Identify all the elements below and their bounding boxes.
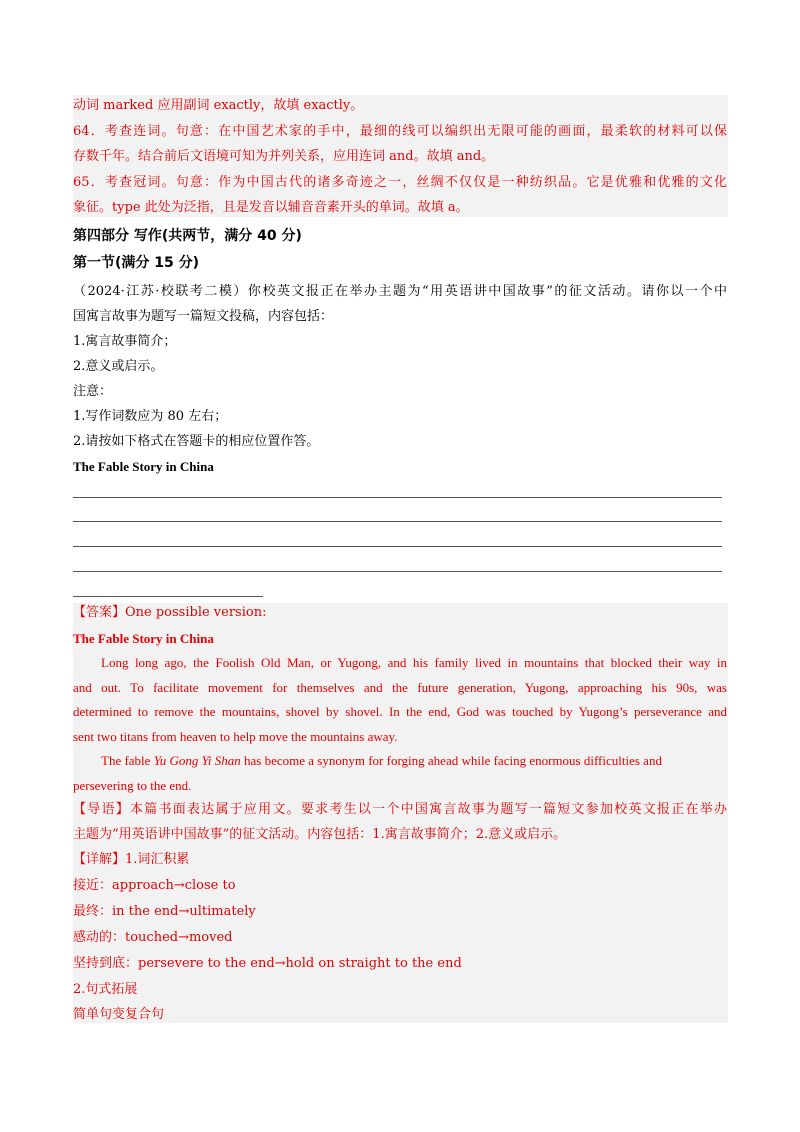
vocab-item-3: 感动的：touched→moved bbox=[73, 930, 233, 945]
answer-64-line-2: 存数千年。结合前后文语境可知为并列关系，应用连词 and。故填 and。 bbox=[73, 149, 495, 164]
answer-label: 【答案】One possible version: bbox=[73, 605, 267, 620]
essay-para1-line4: sent two titans from heaven to help move the mountains away. bbox=[73, 729, 398, 744]
writing-line bbox=[73, 521, 722, 522]
essay-para2-line1: The fable Yu Gong Yi Shan has become a synonym for forging ahead while facing enormous difficulties and bbox=[101, 753, 662, 768]
part4-heading: 第四部分 写作(共两节，满分 40 分) bbox=[73, 228, 302, 244]
vocab-item-2: 最终：in the end→ultimately bbox=[73, 904, 256, 919]
vocab-item-4: 坚持到底：persevere to the end→hold on straight to the end bbox=[73, 956, 462, 971]
note-item-2: 2.请按如下格式在答题卡的相应位置作答。 bbox=[73, 434, 320, 449]
answer-line-exactly: 动词 marked 应用副词 exactly，故填 exactly。 bbox=[73, 98, 364, 113]
essay-para1-line2: and out. To facilitate movement for themselves and the future generation, Yugong, approaching his 90s, was bbox=[73, 680, 727, 695]
prompt-item-1: 1.寓言故事简介； bbox=[73, 334, 177, 349]
note-label: 注意： bbox=[73, 384, 113, 399]
answer-65-line-1: 65．考查冠词。句意：作为中国古代的诸多奇迹之一，丝绸不仅仅是一种纺织品。它是优雅和优雅的文化 bbox=[73, 175, 727, 190]
essay-para2-line2: persevering to the end. bbox=[73, 778, 192, 793]
note-item-1: 1.写作词数应为 80 左右； bbox=[73, 409, 228, 424]
fable-name: Yu Gong Yi Shan bbox=[153, 753, 241, 768]
answer-65-line-2: 象征。type 此处为泛指，且是发音以辅音音素开头的单词。故填 a。 bbox=[73, 200, 469, 215]
writing-line bbox=[73, 497, 722, 498]
writing-line-short bbox=[73, 596, 263, 597]
vocab-item-1: 接近：approach→close to bbox=[73, 878, 236, 893]
essay-title: The Fable Story in China bbox=[73, 459, 214, 474]
prompt-line-2: 国寓言故事为题写一篇短文投稿，内容包括： bbox=[73, 309, 334, 324]
prompt-line-1: （2024·江苏·校联考二模）你校英文报正在举办主题为“用英语讲中国故事”的征文活动。请你以一个中 bbox=[73, 284, 727, 299]
answer-64-line-1: 64．考查连词。句意：在中国艺术家的手中，最细的线可以编织出无限可能的画面，最柔软的材料可以保 bbox=[73, 124, 727, 139]
writing-line bbox=[73, 546, 722, 547]
guide-line-1: 【导语】本篇书面表达属于应用文。要求考生以一个中国寓言故事为题写一篇短文参加校英文报正在举办 bbox=[73, 802, 727, 817]
sentence-expansion-heading: 2.句式拓展 bbox=[73, 982, 138, 997]
essay-para1-line3: determined to remove the mountains, shovel by shovel. In the end, God was touched by Yugong’s perseverance and bbox=[73, 704, 727, 719]
essay-para1-line1: Long long ago, the Foolish Old Man, or Yugong, and his family lived in mountains that blocked their way in bbox=[101, 655, 727, 670]
detail-label: 【详解】1.词汇积累 bbox=[73, 852, 190, 867]
writing-line bbox=[73, 571, 722, 572]
sentence-expansion-sub: 简单句变复合句 bbox=[73, 1007, 165, 1022]
guide-line-2: 主题为“用英语讲中国故事”的征文活动。内容包括：1.寓言故事简介；2.意义或启示。 bbox=[73, 827, 567, 842]
prompt-item-2: 2.意义或启示。 bbox=[73, 359, 164, 374]
section1-heading: 第一节(满分 15 分) bbox=[73, 255, 200, 271]
answer-essay-title: The Fable Story in China bbox=[73, 631, 214, 646]
